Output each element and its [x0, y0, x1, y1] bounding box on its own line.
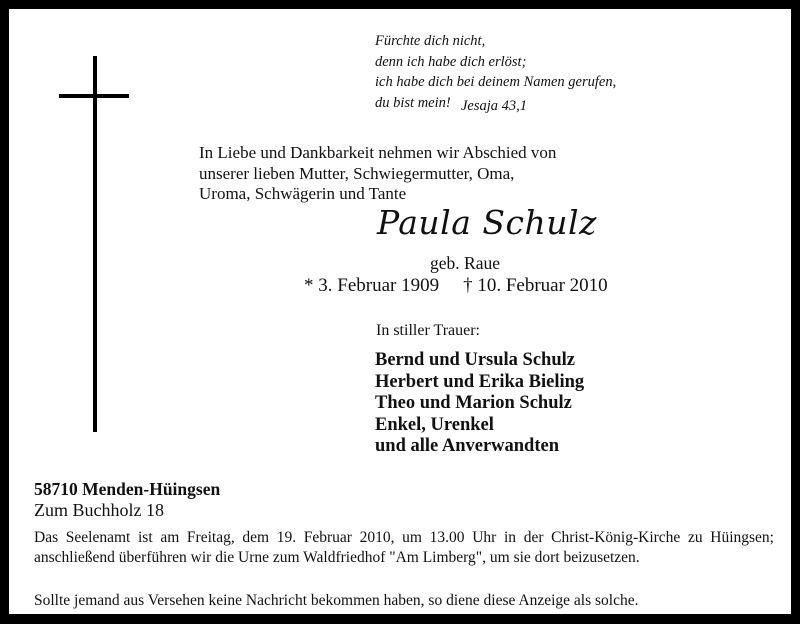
mourner-entry: Herbert und Erika Bieling [375, 371, 585, 392]
obituary-notice [9, 9, 791, 614]
verse-line: Fürchte dich nicht, [375, 33, 486, 49]
cross-vertical-bar [93, 56, 97, 432]
death-date: † 10. Februar 2010 [463, 275, 608, 296]
verse-line: denn ich habe dich erlöst; [375, 53, 527, 70]
verse-line: du bist mein! [375, 94, 451, 111]
address-city: 58710 Menden-Hüingsen [34, 479, 221, 499]
intro-line: unserer lieben Mutter, Schwiegermutter, Oma, [199, 163, 515, 183]
mourner-entry: und alle Anverwandten [375, 436, 560, 456]
birth-name: geb. Raue [430, 253, 500, 273]
farewell-intro [199, 143, 556, 205]
verse-reference: Jesaja 43,1 [461, 98, 528, 114]
intro-line: In Liebe und Dankbarkeit nehmen wir Abschied von [199, 143, 557, 162]
verse-line: ich habe dich bei deinem Namen gerufen, [375, 74, 617, 90]
mourning-heading: In stiller Trauer: [376, 322, 480, 339]
deceased-name: Paula Schulz [377, 203, 597, 242]
mourners-list [375, 350, 584, 458]
mourner-entry: Bernd und Ursula Schulz [375, 350, 575, 370]
address-street: Zum Buchholz 18 [34, 500, 164, 520]
mourner-entry: Theo und Marion Schulz [375, 393, 572, 413]
notification-note: Sollte jemand aus Versehen keine Nachricht bekommen haben, so diene diese Anzeige als solche. [34, 592, 639, 609]
service-details: Das Seelenamt ist am Freitag, dem 19. Februar 2010, um 13.00 Uhr in der Christ-König-Kirche zu Hüingsen; anschließend überführen wir die Urne zum Waldfriedhof "Am Limberg", um sie dort beizusetzen. [34, 529, 774, 566]
life-dates [304, 275, 608, 297]
mourner-entry: Enkel, Urenkel [375, 414, 494, 435]
cross-horizontal-bar [59, 94, 129, 98]
birth-date: * 3. Februar 1909 [304, 275, 440, 296]
intro-line: Uroma, Schwägerin und Tante [199, 184, 407, 203]
